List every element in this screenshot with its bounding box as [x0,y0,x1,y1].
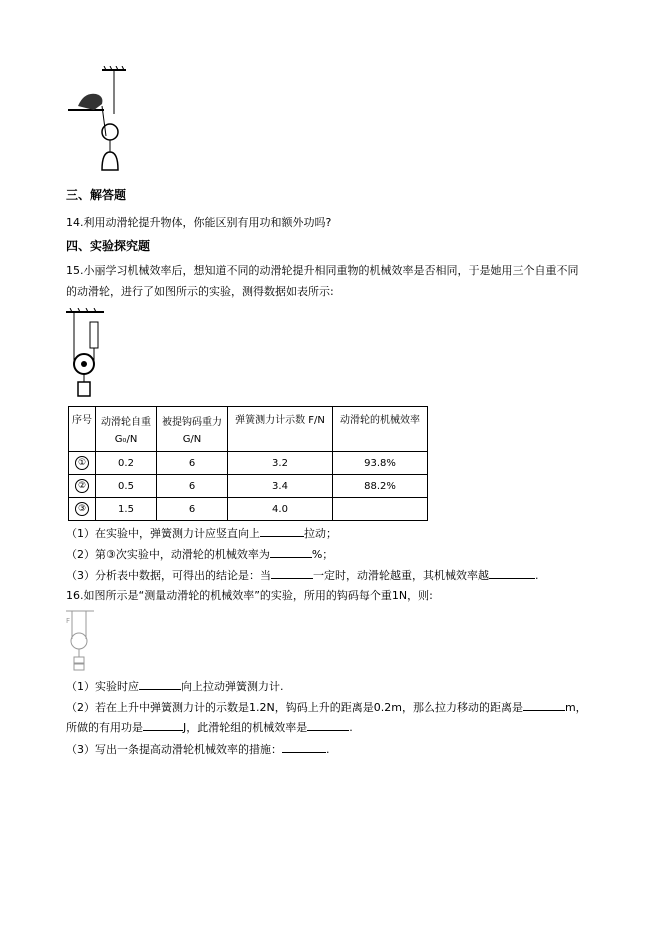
table-header-cell: 弹簧测力计示数 F/N [228,407,333,452]
question-16-sub3: （3）写出一条提高动滑轮机械效率的措施： . [66,743,330,756]
answer-blank[interactable] [489,568,535,579]
table-cell: 6 [157,475,228,498]
table-cell: 1.5 [96,498,157,521]
answer-blank[interactable] [139,679,181,690]
table-cell: 0.2 [96,452,157,475]
answer-blank[interactable] [270,547,312,558]
answer-blank[interactable] [271,568,313,579]
table-cell: ① [69,452,96,475]
svg-text:F: F [66,617,71,625]
table-cell: 0.5 [96,475,157,498]
pulley-spring-scale-figure [64,308,114,400]
table-cell [333,498,428,521]
answer-blank[interactable] [523,700,565,711]
table-cell: 3.4 [228,475,333,498]
table-cell: 3.2 [228,452,333,475]
question-15-line1: 15.小丽学习机械效率后，想知道不同的动滑轮提升相同重物的机械效率是否相同，于是她用三个自重不同 [66,264,579,277]
question-15-line2: 的动滑轮，进行了如图所示的实验，测得数据如表所示: [66,285,334,298]
question-16-sub1: （1）实验时应 向上拉动弹簧测力计. [66,680,284,693]
table-cell: ③ [69,498,96,521]
answer-blank[interactable] [143,720,183,731]
table-row [69,498,428,521]
table-header-row [69,407,428,452]
table-row [69,452,428,475]
answer-blank[interactable] [260,526,304,537]
question-16-sub2: （2）若在上升中弹簧测力计的示数是1.2N，钩码上升的距离是0.2m，那么拉力移动的距离是 m， [66,701,587,714]
table-header-cell: 动滑轮的机械效率 [333,407,428,452]
pulley-hand-figure [64,66,134,186]
question-16-sub2-cont: 所做的有用功是 J，此滑轮组的机械效率是 . [66,721,353,734]
experiment-data-table [68,406,428,521]
table-cell: 4.0 [228,498,333,521]
table-cell: 6 [157,498,228,521]
table-cell: 88.2% [333,475,428,498]
table-cell: ② [69,475,96,498]
table-header-cell: 被提钩码重力 G/N [157,407,228,452]
answer-blank[interactable] [307,720,349,731]
question-15-sub3: （3）分析表中数据，可得出的结论是：当 一定时，动滑轮越重，其机械效率越 . [66,569,539,582]
section-three-title: 三、解答题 [66,188,127,202]
table-cell: 93.8% [333,452,428,475]
answer-blank[interactable] [282,742,326,753]
table-cell: 6 [157,452,228,475]
question-16-intro: 16.如图所示是“测量动滑轮的机械效率”的实验，所用的钩码每个重1N，则: [66,589,433,602]
movable-pulley-figure [64,609,98,673]
table-header-cell: 序号 [69,407,96,452]
table-row [69,475,428,498]
table-header-cell: 动滑轮自重 G₀/N [96,407,157,452]
question-15-sub2: （2）第③次实验中，动滑轮的机械效率为 %； [66,548,334,561]
question-15-sub1: （1）在实验中，弹簧测力计应竖直向上 拉动； [66,527,337,540]
question-14: 14.利用动滑轮提升物体，你能区别有用功和额外功吗? [66,216,332,229]
section-four-title: 四、实验探究题 [66,239,151,253]
